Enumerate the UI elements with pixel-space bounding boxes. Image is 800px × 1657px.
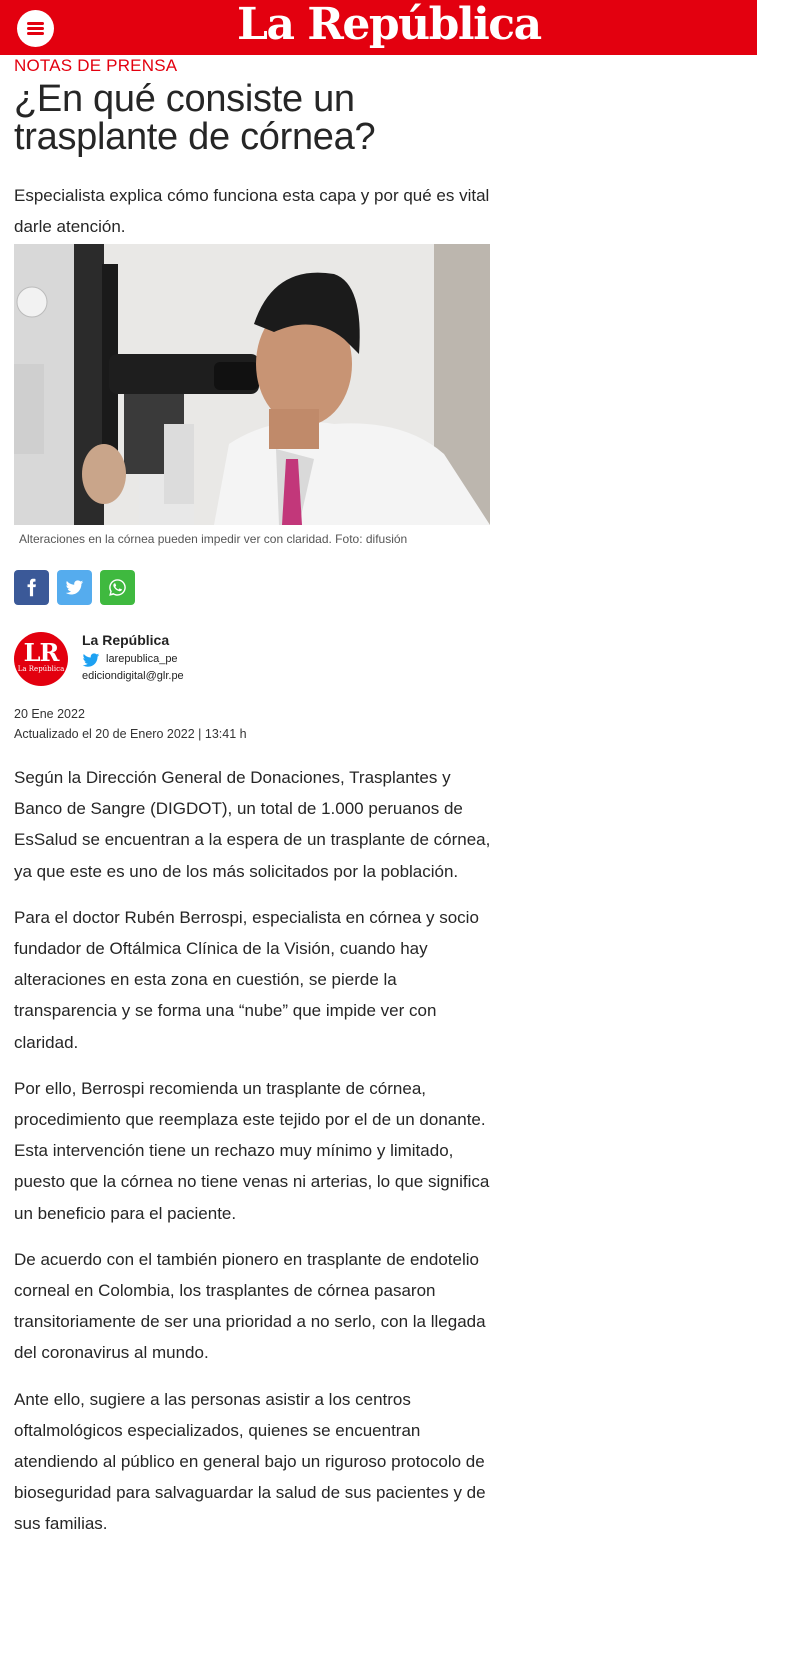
whatsapp-share-button[interactable] <box>100 570 135 605</box>
article-subtitle: Especialista explica cómo funciona esta capa y por qué es vital darle atención. <box>14 186 490 236</box>
whatsapp-icon <box>108 578 127 597</box>
author-avatar[interactable] <box>14 632 68 686</box>
site-logo[interactable]: La República <box>237 0 541 50</box>
article-title: ¿En qué consiste un trasplante de córnea? <box>14 78 376 158</box>
twitter-share-button[interactable] <box>57 570 92 605</box>
photo-illustration <box>14 244 490 525</box>
updated-date: Actualizado el 20 de Enero 2022 | 13:41 h <box>14 727 247 741</box>
facebook-share-button[interactable] <box>14 570 49 605</box>
twitter-icon <box>82 653 100 668</box>
author-email[interactable]: ediciondigital@glr.pe <box>82 670 184 682</box>
hamburger-icon-line <box>27 32 44 35</box>
hamburger-icon-line <box>27 27 44 30</box>
publish-date: 20 Ene 2022 <box>14 707 85 721</box>
section-label[interactable]: NOTAS DE PRENSA <box>14 56 178 75</box>
author-avatar-initials: LR <box>23 638 59 667</box>
article-paragraph: Por ello, Berrospi recomienda un trasplante de córnea, procedimiento que reemplaza este tejido por el de un donante. Esta intervención tiene un rechazo muy mínimo y limitado, puesto que la córnea no tiene venas ni arterias, lo que significa un beneficio para el paciente. <box>14 1078 490 1223</box>
article-paragraph: De acuerdo con el también pionero en trasplante de endotelio corneal en Colombia, los trasplantes de córnea pasaron transitoriamente de ser una prioridad a no serlo, con la llegada del coronavirus al mundo. <box>14 1249 486 1363</box>
article-body <box>14 762 494 1555</box>
menu-button[interactable] <box>17 10 54 47</box>
twitter-icon <box>65 578 84 597</box>
article-photo <box>14 244 490 525</box>
article-paragraph: Para el doctor Rubén Berrospi, especialista en córnea y socio fundador de Oftálmica Clínica de la Visión, cuando hay alteraciones en esta zona en cuestión, se pierde la transparencia y se forma una “nube” que impide ver con claridad. <box>14 907 479 1052</box>
top-header-bar <box>0 0 757 55</box>
author-avatar-subtext: La República <box>17 665 65 673</box>
photo-caption: Alteraciones en la córnea pueden impedir ver con claridad. Foto: difusión <box>19 532 408 546</box>
author-twitter-handle: larepublica_pe <box>106 653 178 665</box>
hamburger-icon <box>27 22 44 25</box>
facebook-icon <box>22 578 41 597</box>
article-paragraph: Según la Dirección General de Donaciones, Trasplantes y Banco de Sangre (DIGDOT), un total de 1.000 peruanos de EsSalud se encuentran a la espera de un trasplante de córnea, ya que este es uno de los más solicitados por la población. <box>14 768 491 881</box>
author-name[interactable]: La República <box>82 632 170 648</box>
article-paragraph: Ante ello, sugiere a las personas asistir a los centros oftalmológicos especializados, quienes se encuentran atendiendo al público en general bajo un riguroso protocolo de bioseguridad para salvaguardar la salud de sus pacientes y de sus familias. <box>14 1389 486 1534</box>
